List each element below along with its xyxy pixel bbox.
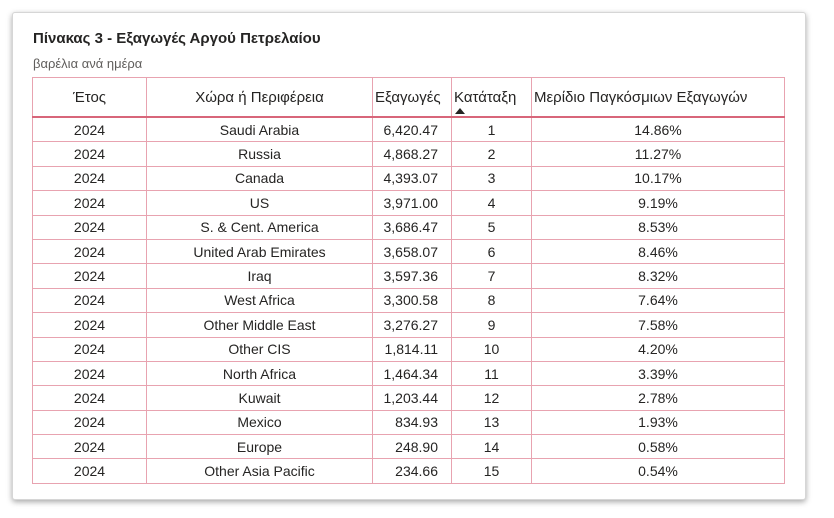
cell-exports: 3,300.58: [373, 288, 452, 312]
column-header-label: Χώρα ή Περιφέρεια: [195, 88, 324, 106]
cell-country: Europe: [147, 435, 373, 459]
cell-country: S. & Cent. America: [147, 215, 373, 239]
table-row[interactable]: [33, 142, 785, 166]
column-header-exports[interactable]: [373, 78, 452, 118]
cell-rank: 8: [452, 288, 532, 312]
cell-year: 2024: [33, 215, 147, 239]
column-header-label: Έτος: [72, 88, 107, 106]
table-row[interactable]: [33, 288, 785, 312]
cell-country: West Africa: [147, 288, 373, 312]
cell-share: 1.93%: [532, 410, 785, 434]
cell-year: 2024: [33, 459, 147, 483]
cell-year: 2024: [33, 117, 147, 142]
cell-share: 7.64%: [532, 288, 785, 312]
table-row[interactable]: [33, 166, 785, 190]
cell-rank: 10: [452, 337, 532, 361]
cell-share: 11.27%: [532, 142, 785, 166]
cell-country: Mexico: [147, 410, 373, 434]
cell-exports: 834.93: [373, 410, 452, 434]
cell-rank: 4: [452, 191, 532, 215]
cell-country: Saudi Arabia: [147, 117, 373, 142]
cell-country: Other Middle East: [147, 313, 373, 337]
sort-ascending-icon: [455, 108, 465, 114]
cell-share: 0.58%: [532, 435, 785, 459]
cell-year: 2024: [33, 239, 147, 263]
exports-table: [32, 77, 785, 484]
cell-exports: 3,686.47: [373, 215, 452, 239]
cell-year: 2024: [33, 191, 147, 215]
table-row[interactable]: [33, 117, 785, 142]
table-row[interactable]: [33, 264, 785, 288]
cell-share: 14.86%: [532, 117, 785, 142]
column-header-label: Μερίδιο Παγκόσμιων Εξαγωγών: [534, 88, 748, 106]
cell-rank: 12: [452, 386, 532, 410]
cell-year: 2024: [33, 166, 147, 190]
table-row[interactable]: [33, 361, 785, 385]
cell-country: US: [147, 191, 373, 215]
cell-year: 2024: [33, 386, 147, 410]
column-header-country[interactable]: [147, 78, 373, 118]
cell-country: Iraq: [147, 264, 373, 288]
column-header-rank[interactable]: [452, 78, 532, 118]
cell-year: 2024: [33, 142, 147, 166]
cell-country: Kuwait: [147, 386, 373, 410]
cell-country: Canada: [147, 166, 373, 190]
visual-title: Πίνακας 3 - Εξαγωγές Αργού Πετρελαίου: [33, 30, 321, 47]
cell-share: 9.19%: [532, 191, 785, 215]
cell-exports: 4,868.27: [373, 142, 452, 166]
cell-country: Other CIS: [147, 337, 373, 361]
cell-year: 2024: [33, 361, 147, 385]
cell-rank: 1: [452, 117, 532, 142]
cell-country: North Africa: [147, 361, 373, 385]
cell-rank: 13: [452, 410, 532, 434]
cell-share: 2.78%: [532, 386, 785, 410]
table-row[interactable]: [33, 337, 785, 361]
table-body: [33, 117, 785, 483]
cell-rank: 11: [452, 361, 532, 385]
cell-exports: 3,276.27: [373, 313, 452, 337]
cell-share: 10.17%: [532, 166, 785, 190]
cell-share: 8.32%: [532, 264, 785, 288]
column-header-share[interactable]: [532, 78, 785, 118]
cell-share: 7.58%: [532, 313, 785, 337]
cell-exports: 3,597.36: [373, 264, 452, 288]
cell-exports: 1,464.34: [373, 361, 452, 385]
cell-rank: 15: [452, 459, 532, 483]
table-header-row: [33, 78, 785, 118]
cell-rank: 2: [452, 142, 532, 166]
cell-rank: 3: [452, 166, 532, 190]
column-header-year[interactable]: [33, 78, 147, 118]
cell-rank: 9: [452, 313, 532, 337]
cell-year: 2024: [33, 410, 147, 434]
table-row[interactable]: [33, 410, 785, 434]
cell-exports: 3,658.07: [373, 239, 452, 263]
cell-year: 2024: [33, 264, 147, 288]
cell-share: 3.39%: [532, 361, 785, 385]
cell-country: Russia: [147, 142, 373, 166]
table-row[interactable]: [33, 191, 785, 215]
table-row[interactable]: [33, 239, 785, 263]
cell-year: 2024: [33, 435, 147, 459]
table-row[interactable]: [33, 435, 785, 459]
cell-exports: 3,971.00: [373, 191, 452, 215]
cell-exports: 234.66: [373, 459, 452, 483]
cell-rank: 7: [452, 264, 532, 288]
cell-rank: 14: [452, 435, 532, 459]
cell-country: United Arab Emirates: [147, 239, 373, 263]
cell-share: 8.53%: [532, 215, 785, 239]
cell-exports: 6,420.47: [373, 117, 452, 142]
table-row[interactable]: [33, 386, 785, 410]
table-row[interactable]: [33, 459, 785, 483]
cell-exports: 1,203.44: [373, 386, 452, 410]
cell-year: 2024: [33, 288, 147, 312]
cell-exports: 248.90: [373, 435, 452, 459]
cell-year: 2024: [33, 313, 147, 337]
cell-exports: 4,393.07: [373, 166, 452, 190]
cell-exports: 1,814.11: [373, 337, 452, 361]
table-row[interactable]: [33, 215, 785, 239]
cell-country: Other Asia Pacific: [147, 459, 373, 483]
table-visual-card[interactable]: [12, 12, 806, 500]
cell-share: 8.46%: [532, 239, 785, 263]
cell-year: 2024: [33, 337, 147, 361]
visual-subtitle: βαρέλια ανά ημέρα: [33, 56, 143, 71]
table-row[interactable]: [33, 313, 785, 337]
cell-share: 0.54%: [532, 459, 785, 483]
column-header-label: Εξαγωγές: [375, 88, 441, 106]
cell-rank: 5: [452, 215, 532, 239]
cell-rank: 6: [452, 239, 532, 263]
cell-share: 4.20%: [532, 337, 785, 361]
column-header-label: Κατάταξη: [454, 88, 517, 106]
